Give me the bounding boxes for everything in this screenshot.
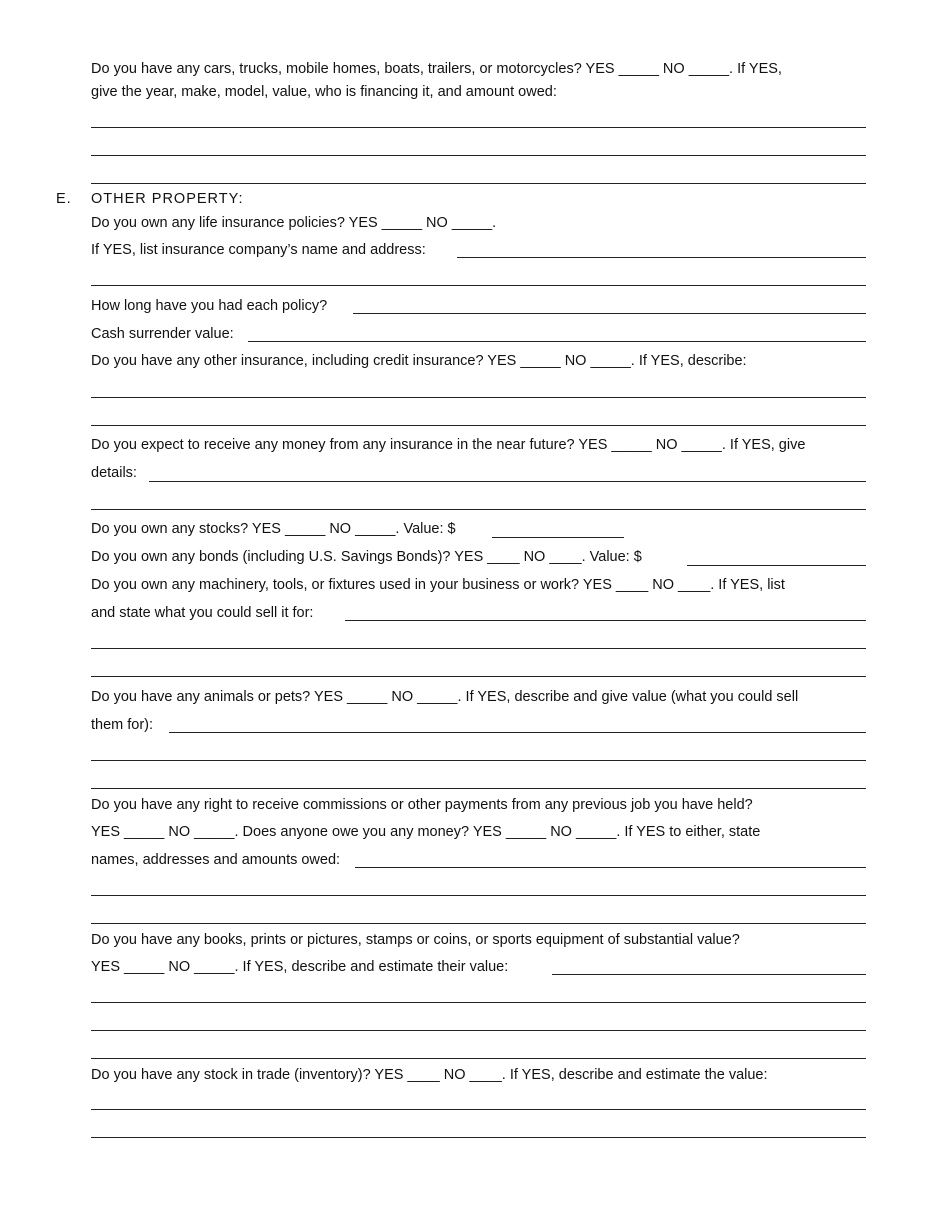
expected-insurance-details-label: details:	[91, 465, 137, 481]
collectibles-question: Do you have any books, prints or pictures, stamps or coins, or sports equipment of substantial value?	[91, 932, 740, 948]
section-e-letter: E.	[56, 191, 72, 207]
collectibles-field-3[interactable]	[91, 1030, 866, 1031]
stocks-question: Do you own any stocks? YES _____ NO _____. Value: $	[91, 521, 456, 537]
expected-insurance-field-1[interactable]	[149, 481, 866, 482]
life-insurance-question: Do you own any life insurance policies? YES _____ NO _____.	[91, 215, 497, 231]
commissions-question: Do you have any right to receive commissions or other payments from any previous job you have held?	[91, 797, 753, 813]
policy-duration-label: How long have you had each policy?	[91, 298, 328, 314]
expected-insurance-field-2[interactable]	[91, 509, 866, 510]
vehicles-answer-line-3[interactable]	[91, 183, 866, 184]
life-insurance-company-field-2[interactable]	[91, 285, 866, 286]
collectibles-question-cont: YES _____ NO _____. If YES, describe and estimate their value:	[91, 959, 509, 975]
animals-question-cont: them for):	[91, 717, 154, 733]
vehicles-answer-line-1[interactable]	[91, 127, 866, 128]
collectibles-field-2[interactable]	[91, 1002, 866, 1003]
commissions-owed-label: names, addresses and amounts owed:	[91, 852, 341, 868]
cash-surrender-field[interactable]	[248, 341, 866, 342]
stocks-value-field[interactable]	[492, 537, 624, 538]
machinery-sell-label: and state what you could sell it for:	[91, 605, 314, 621]
expected-insurance-question: Do you expect to receive any money from any insurance in the near future? YES _____ NO _____. If YES, give	[91, 437, 806, 453]
section-e-title: OTHER PROPERTY:	[91, 191, 244, 207]
machinery-field-3[interactable]	[91, 676, 866, 677]
machinery-question: Do you own any machinery, tools, or fixtures used in your business or work? YES ____ NO ____. If YES, list	[91, 577, 785, 593]
bonds-question: Do you own any bonds (including U.S. Savings Bonds)? YES ____ NO ____. Value: $	[91, 549, 642, 565]
vehicles-question: Do you have any cars, trucks, mobile homes, boats, trailers, or motorcycles? YES _____ NO _____. If YES,	[91, 61, 782, 77]
commissions-field-3[interactable]	[91, 923, 866, 924]
life-insurance-list-label: If YES, list insurance company’s name and address:	[91, 242, 426, 258]
commissions-question-cont: YES _____ NO _____. Does anyone owe you any money? YES _____ NO _____. If YES to either, state	[91, 824, 761, 840]
inventory-field-1[interactable]	[91, 1109, 866, 1110]
animals-field-1[interactable]	[169, 732, 866, 733]
other-insurance-field-1[interactable]	[91, 397, 866, 398]
other-insurance-question: Do you have any other insurance, including credit insurance? YES _____ NO _____. If YES, describe:	[91, 353, 747, 369]
commissions-field-2[interactable]	[91, 895, 866, 896]
other-insurance-field-2[interactable]	[91, 425, 866, 426]
inventory-question: Do you have any stock in trade (inventory)? YES ____ NO ____. If YES, describe and estimate the value:	[91, 1067, 768, 1083]
machinery-field-2[interactable]	[91, 648, 866, 649]
vehicles-question-cont: give the year, make, model, value, who is financing it, and amount owed:	[91, 84, 557, 100]
policy-duration-field[interactable]	[353, 313, 866, 314]
commissions-field-1[interactable]	[355, 867, 866, 868]
bonds-value-field[interactable]	[687, 565, 866, 566]
life-insurance-company-field[interactable]	[457, 257, 866, 258]
machinery-field-1[interactable]	[345, 620, 866, 621]
animals-question: Do you have any animals or pets? YES _____ NO _____. If YES, describe and give value (what you could sell	[91, 689, 799, 705]
cash-surrender-label: Cash surrender value:	[91, 326, 234, 342]
vehicles-answer-line-2[interactable]	[91, 155, 866, 156]
animals-field-3[interactable]	[91, 788, 866, 789]
collectibles-field-1[interactable]	[552, 974, 866, 975]
animals-field-2[interactable]	[91, 760, 866, 761]
inventory-field-2[interactable]	[91, 1137, 866, 1138]
collectibles-field-4[interactable]	[91, 1058, 866, 1059]
